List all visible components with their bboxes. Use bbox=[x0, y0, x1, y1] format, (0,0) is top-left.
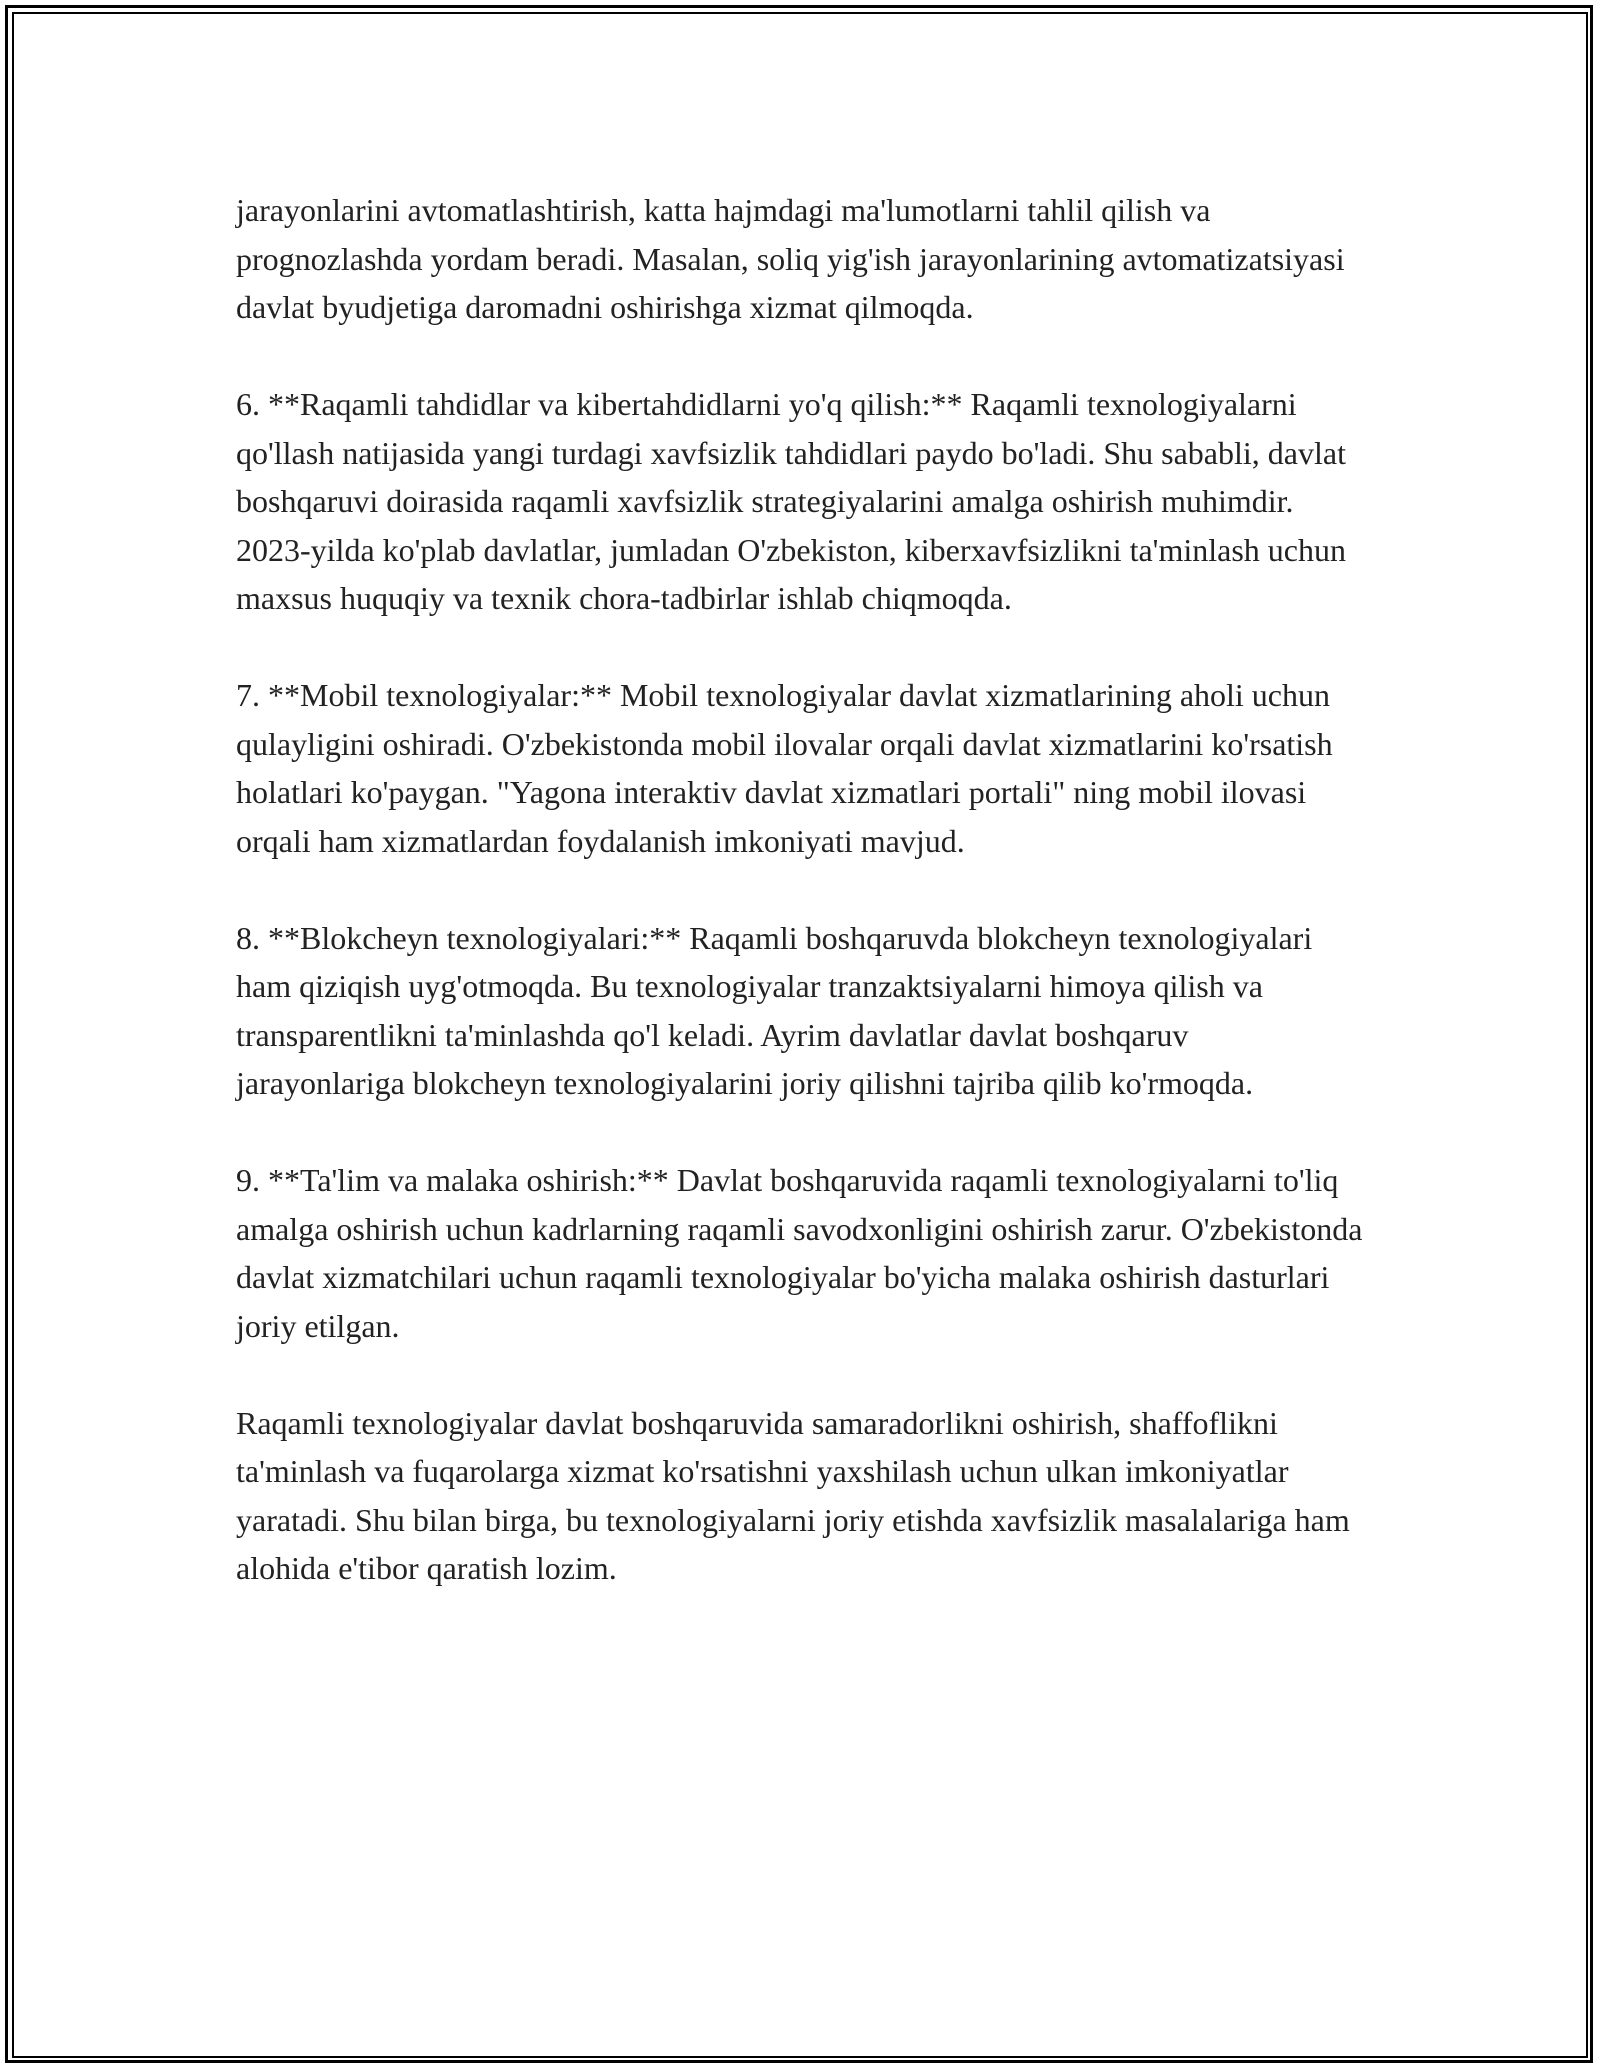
paragraph-intro-continuation: jarayonlarini avtomatlashtirish, katta hajmdagi ma'lumotlarni tahlil qilish va prognozlashda yordam beradi. Masalan, soliq yig'ish jarayonlarining avtomatizatsiyasi davlat byudjetiga daromadni oshirishga xizmat qilmoqda. bbox=[236, 192, 1345, 325]
paragraph-item-9: 9. **Ta'lim va malaka oshirish:** Davlat boshqaruvida raqamli texnologiyalarni to'liq amalga oshirish uchun kadrlarning raqamli savodxonligini oshirish zarur. O'zbekistonda davlat xizmatchilari uchun raqamli texnologiyalar bo'yicha malaka oshirish dasturlari joriy etilgan. bbox=[236, 1162, 1363, 1344]
paragraph-item-6: 6. **Raqamli tahdidlar va kibertahdidlarni yo'q qilish:** Raqamli texnologiyalarni qo'llash natijasida yangi turdagi xavfsizlik tahdidlari paydo bo'ladi. Shu sababli, davlat boshqaruvi doirasida raqamli xavfsizlik strategiyalarini amalga oshirish muhimdir. 2023-yilda ko'plab davlatlar, jumladan O'zbekiston, kiberxavfsizlikni ta'minlash uchun maxsus huquqiy va texnik chora-tadbirlar ishlab chiqmoqda. bbox=[236, 386, 1346, 616]
document-body bbox=[236, 186, 1364, 1641]
paragraph-item-8: 8. **Blokcheyn texnologiyalari:** Raqamli boshqaruvda blokcheyn texnologiyalari ham qiziqish uyg'otmoqda. Bu texnologiyalar tranzaktsiyalarni himoya qilish va transparentlikni ta'minlashda qo'l keladi. Ayrim davlatlar davlat boshqaruv jarayonlariga blokcheyn texnologiyalarini joriy qilishni tajriba qilib ko'rmoqda. bbox=[236, 919, 1313, 1101]
paragraph-item-7: 7. **Mobil texnologiyalar:** Mobil texnologiyalar davlat xizmatlarining aholi uchun qulayligini oshiradi. O'zbekistonda mobil ilovalar orqali davlat xizmatlarini ko'rsatish holatlari ko'paygan. "Yagona interaktiv davlat xizmatlari portali" ning mobil ilovasi orqali ham xizmatlardan foydalanish imkoniyati mavjud. bbox=[236, 677, 1333, 859]
paragraph-conclusion: Raqamli texnologiyalar davlat boshqaruvida samaradorlikni oshirish, shaffoflikni ta'minlash va fuqarolarga xizmat ko'rsatishni yaxshilash uchun ulkan imkoniyatlar yaratadi. Shu bilan birga, bu texnologiyalarni joriy etishda xavfsizlik masalalariga ham alohida e'tibor qaratish lozim. bbox=[236, 1404, 1350, 1586]
